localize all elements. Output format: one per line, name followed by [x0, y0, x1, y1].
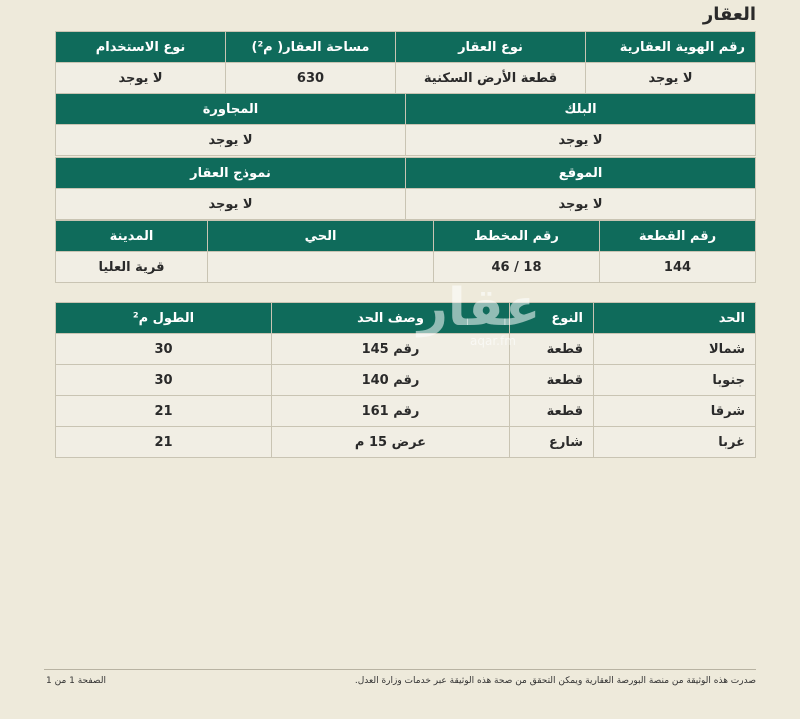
value-block: لا يوجد: [406, 125, 756, 156]
header-usage-type: نوع الاستخدام: [56, 32, 226, 63]
table-row: [56, 396, 756, 427]
value-property-id: لا يوجد: [586, 63, 756, 94]
boundaries-table: [55, 302, 756, 458]
boundary-direction: غربا: [594, 427, 756, 458]
value-neighborhood: لا يوجد: [56, 125, 406, 156]
value-district: [208, 252, 434, 283]
header-property-id: رقم الهوية العقارية: [586, 32, 756, 63]
table-row: [56, 365, 756, 396]
boundary-type: قطعة: [510, 365, 594, 396]
value-city: قرية العليا: [56, 252, 208, 283]
value-plan-number: 18 / 46: [434, 252, 600, 283]
watermark-url: aqar.fm: [470, 334, 516, 348]
boundary-length: 21: [56, 396, 272, 427]
header-neighborhood: المجاورة: [56, 94, 406, 125]
value-usage-type: لا يوجد: [56, 63, 226, 94]
header-plan-number: رقم المخطط: [434, 221, 600, 252]
property-info-table: [55, 31, 756, 94]
header-property-model: نموذج العقار: [56, 158, 406, 189]
value-property-type: قطعة الأرض السكنية: [396, 63, 586, 94]
header-boundary: الحد: [594, 303, 756, 334]
boundary-description: رقم 145: [272, 334, 510, 365]
footer-divider: [44, 669, 756, 670]
value-plot-number: 144: [600, 252, 756, 283]
value-property-area: 630: [226, 63, 396, 94]
boundary-description: رقم 161: [272, 396, 510, 427]
boundary-length: 30: [56, 334, 272, 365]
boundary-length: 30: [56, 365, 272, 396]
value-property-model: لا يوجد: [56, 189, 406, 220]
section-title: العقار: [702, 4, 756, 25]
page-number: الصفحة 1 من 1: [46, 676, 106, 686]
boundary-length: 21: [56, 427, 272, 458]
value-location: لا يوجد: [406, 189, 756, 220]
location-model-table: [55, 157, 756, 220]
boundary-direction: شمالا: [594, 334, 756, 365]
boundary-type: شارع: [510, 427, 594, 458]
boundary-direction: شرقا: [594, 396, 756, 427]
boundary-type: قطعة: [510, 334, 594, 365]
boundary-direction: جنوبا: [594, 365, 756, 396]
header-block: البلك: [406, 94, 756, 125]
watermark-logo-text: عقار: [418, 278, 541, 338]
footer-verification-note: صدرت هذه الوثيقة من منصة البورصة العقارية ويمكن التحقق من صحة هذه الوثيقة عبر خدمات وزارة العدل.: [354, 676, 756, 686]
header-location: الموقع: [406, 158, 756, 189]
boundary-description: عرض 15 م: [272, 427, 510, 458]
block-neighborhood-table: [55, 93, 756, 156]
header-property-area: مساحة العقار( م²): [226, 32, 396, 63]
header-city: المدينة: [56, 221, 208, 252]
header-length: الطول م²: [56, 303, 272, 334]
table-row: [56, 427, 756, 458]
boundary-description: رقم 140: [272, 365, 510, 396]
header-type: النوع: [510, 303, 594, 334]
header-plot-number: رقم القطعة: [600, 221, 756, 252]
header-boundary-description: وصف الحد: [272, 303, 510, 334]
header-property-type: نوع العقار: [396, 32, 586, 63]
boundary-type: قطعة: [510, 396, 594, 427]
table-row: [56, 334, 756, 365]
plot-details-table: [55, 220, 756, 283]
header-district: الحي: [208, 221, 434, 252]
